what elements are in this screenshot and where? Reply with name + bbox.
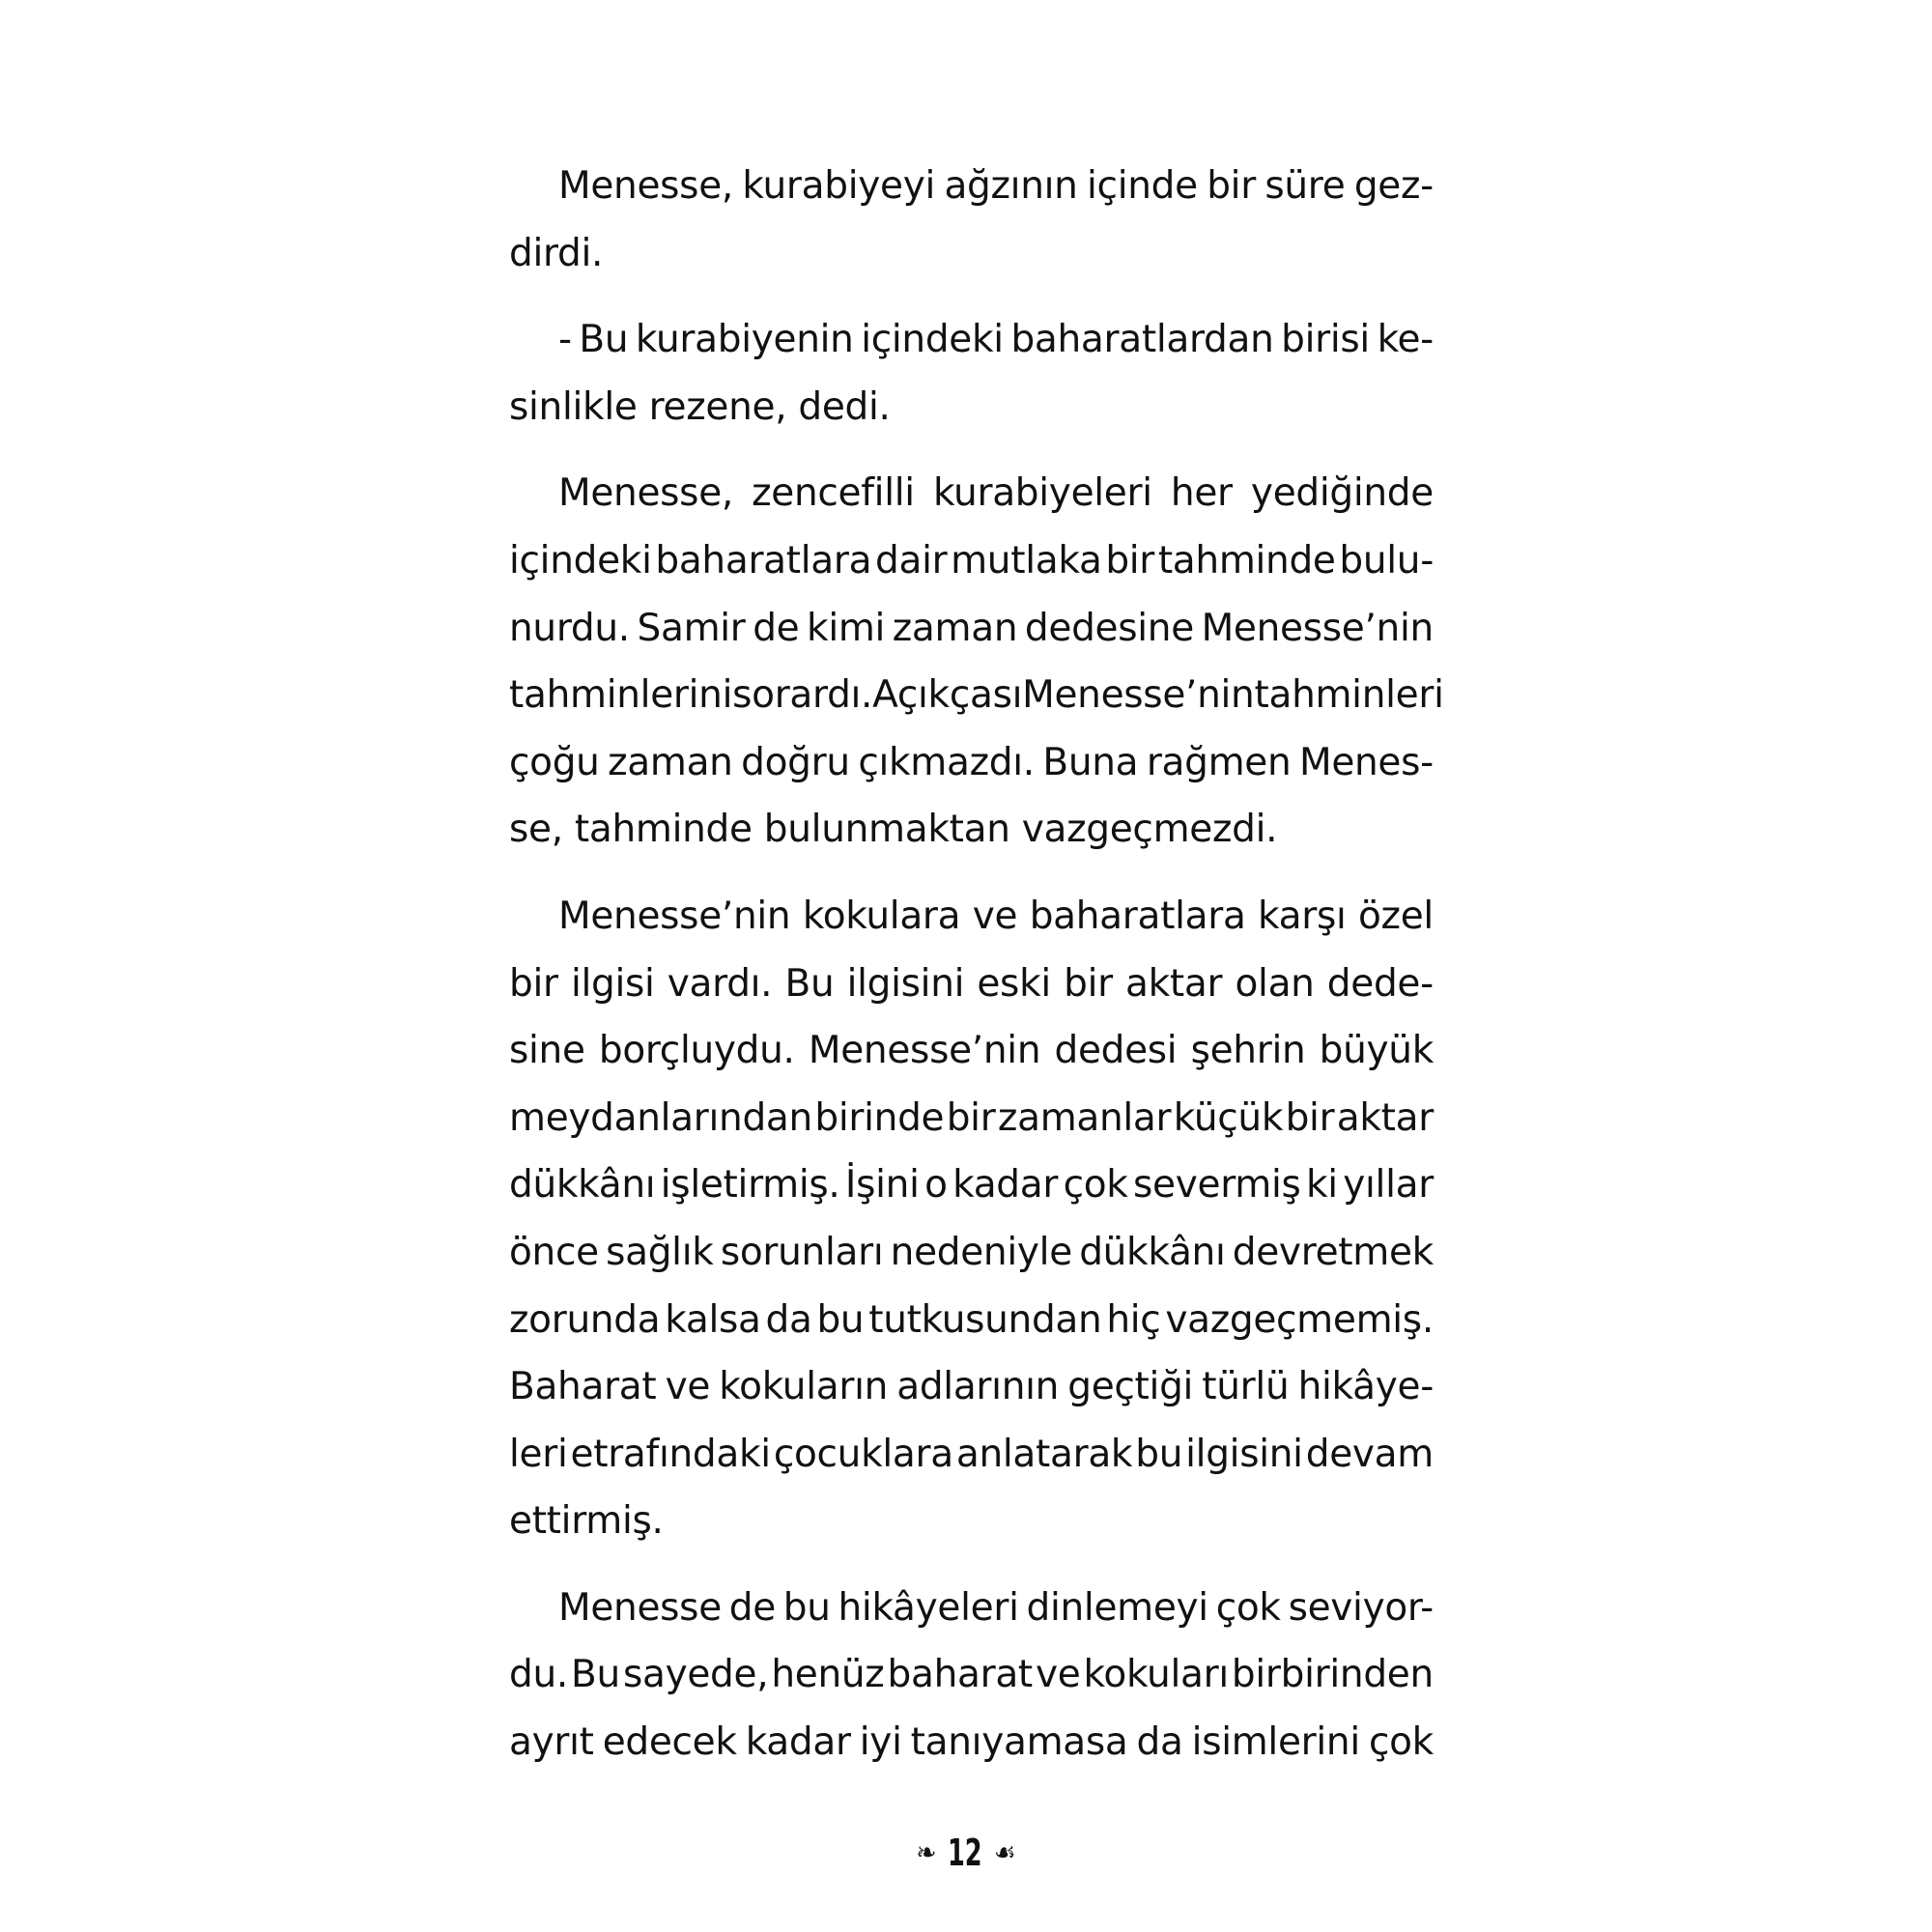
paragraph bbox=[509, 460, 1444, 864]
page-number: 12 bbox=[948, 1831, 983, 1874]
paragraph-gap bbox=[509, 864, 1434, 883]
text-line: nurdu. Samir de kimi zaman dedesine Menesse’nin bbox=[509, 606, 1434, 650]
text-line: dükkânı işletirmiş. İşini o kadar çok severmiş ki yıllar bbox=[509, 1163, 1434, 1208]
text-line: Menesse, zencefilli kurabiyeleri her yediğinde bbox=[558, 471, 1434, 516]
text-line: se, tahminde bulunmaktan vazgeçmezdi. bbox=[509, 808, 1278, 852]
text-line: çoğu zaman doğru çıkmazdı. Buna rağmen Menes- bbox=[509, 740, 1434, 784]
paragraph bbox=[509, 883, 1434, 1555]
text-line: leri etrafındaki çocuklara anlatarak bu ilgisini devam bbox=[509, 1432, 1434, 1476]
text-line: du. Bu sayede, henüz baharat ve kokuları birbirinden bbox=[509, 1653, 1434, 1697]
text-line: dirdi. bbox=[509, 231, 604, 275]
text-line: sine borçluydu. Menesse’nin dedesi şehrin büyük bbox=[509, 1029, 1434, 1073]
left-ornament-icon: ❧ bbox=[916, 1835, 937, 1868]
text-line: bir ilgisi vardı. Bu ilgisini eski bir aktar olan dede- bbox=[509, 961, 1434, 1006]
text-line: önce sağlık sorunları nedeniyle dükkânı devretmek bbox=[509, 1230, 1434, 1274]
text-line: meydanlarından birinde bir zamanlar küçük bir aktar bbox=[509, 1095, 1434, 1140]
text-line: içindeki baharatlara dair mutlaka bir tahminde bulu- bbox=[509, 538, 1434, 582]
text-line: - Bu kurabiyenin içindeki baharatlardan birisi ke- bbox=[558, 318, 1434, 362]
paragraph bbox=[509, 1575, 1434, 1776]
text-line: Baharat ve kokuların adlarının geçtiği türlü hikâye- bbox=[509, 1365, 1434, 1409]
text-line: ayrıt edecek kadar iyi tanıyamasa da isimlerini çok bbox=[509, 1720, 1434, 1765]
text-line: zorunda kalsa da bu tutkusundan hiç vazgeçmemiş. bbox=[509, 1297, 1434, 1342]
paragraph bbox=[509, 153, 1434, 287]
paragraph-gap bbox=[509, 1555, 1434, 1575]
text-line: sinlikle rezene, dedi. bbox=[509, 384, 891, 429]
paragraph-gap bbox=[509, 287, 1434, 306]
text-line: Menesse’nin kokulara ve baharatlara karşı özel bbox=[558, 894, 1434, 938]
text-line: Menesse de bu hikâyeleri dinlemeyi çok seviyor- bbox=[558, 1585, 1434, 1630]
body-text bbox=[509, 153, 1444, 1776]
text-line: Menesse, kurabiyeyi ağzının içinde bir süre gez- bbox=[558, 164, 1434, 208]
right-ornament-icon: ☙ bbox=[994, 1835, 1016, 1868]
paragraph bbox=[509, 306, 1434, 440]
text-line: ettirmiş. bbox=[509, 1499, 664, 1544]
page-footer bbox=[0, 1826, 1932, 1877]
text-line: tahminlerini sorardı. Açıkçası Menesse’nin tahminleri bbox=[509, 673, 1444, 718]
paragraph-gap bbox=[509, 440, 1434, 460]
